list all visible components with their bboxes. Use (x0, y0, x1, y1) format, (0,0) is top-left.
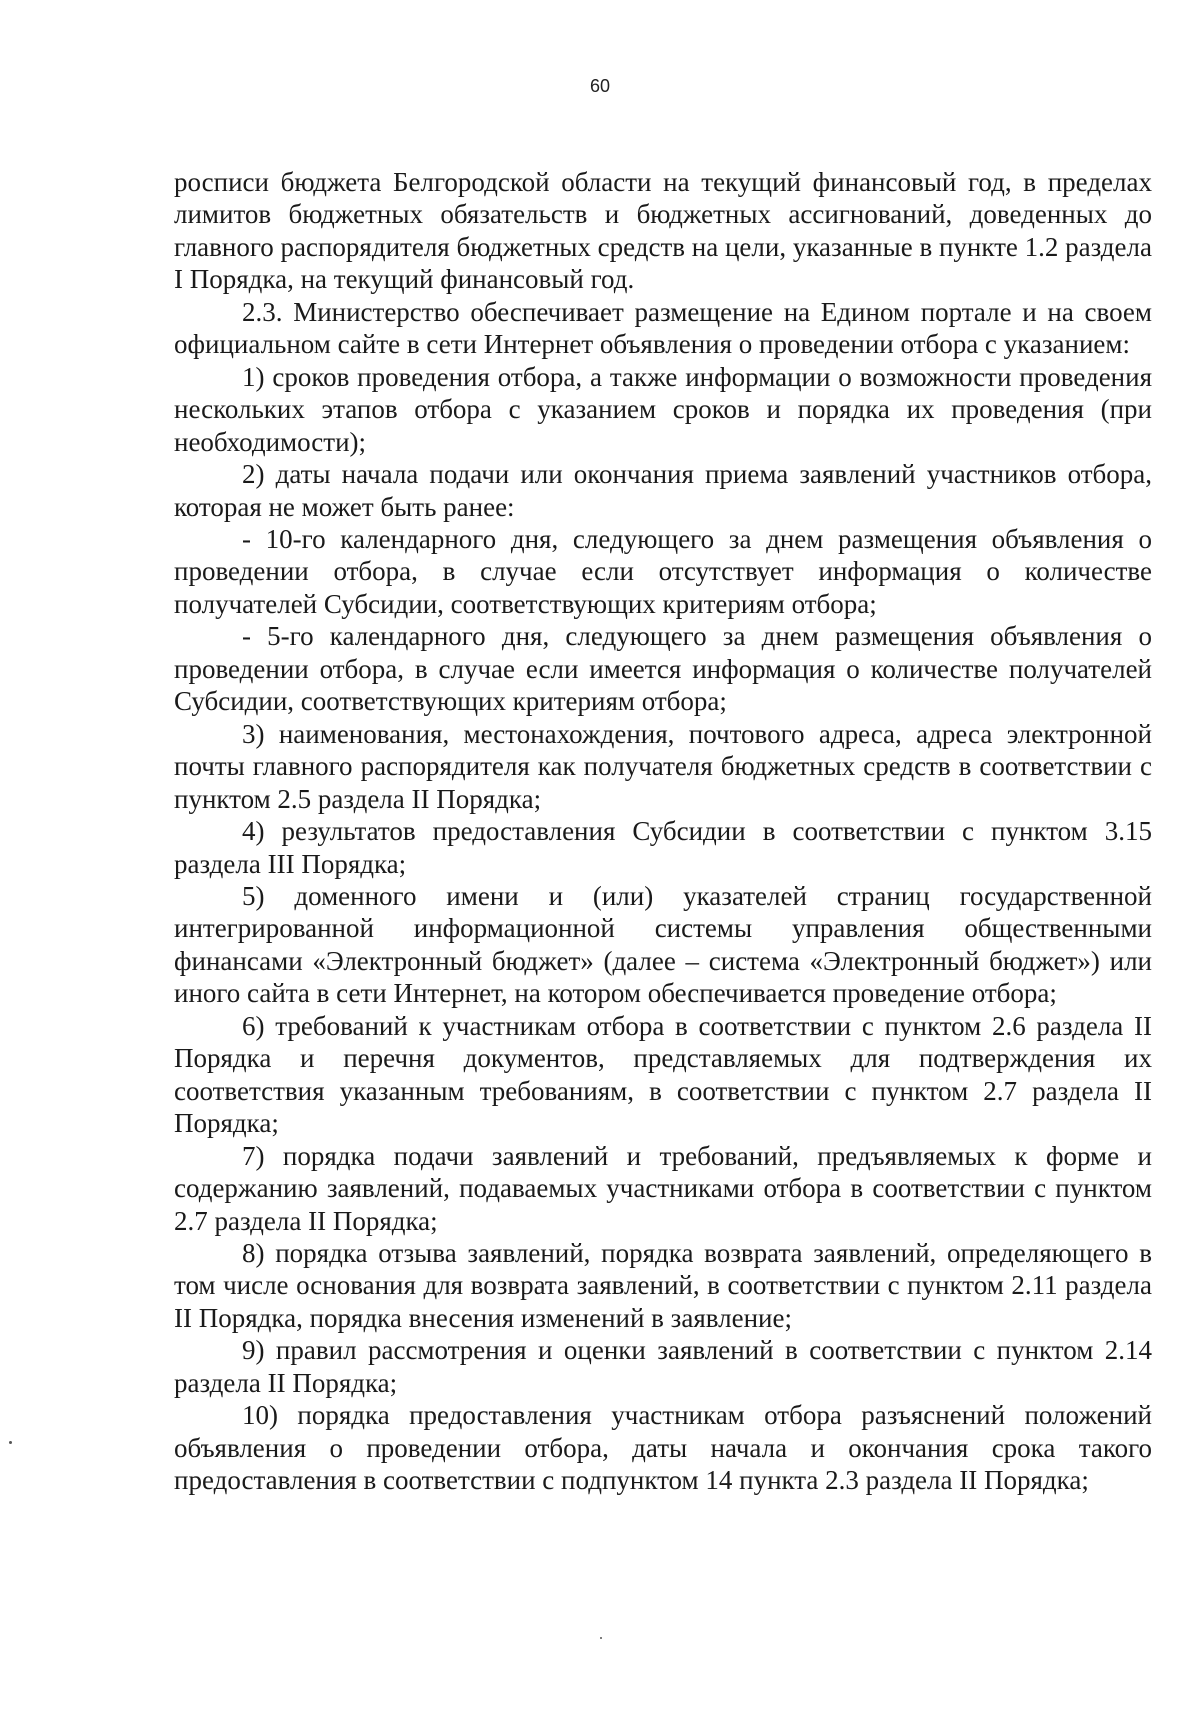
paragraph: 2) даты начала подачи или окончания приема заявлений участников отбора, которая не может быть ранее: (174, 459, 1152, 522)
paragraph: росписи бюджета Белгородской области на текущий финансовый год, в пределах лимитов бюджетных обязательств и бюджетных ассигнований, доведенных до главного распорядителя бюджетных средств на цели, указанные в пункте 1.2 раздела I Порядка, на текущий финансовый год. (174, 167, 1152, 295)
paragraph: - 10-го календарного дня, следующего за днем размещения объявления о проведении отбора, в случае если отсутствует информация о количестве получателей Субсидии, соответствующих критериям отбора; (174, 523, 1152, 619)
paragraph: 8) порядка отзыва заявлений, порядка возврата заявлений, определяющего в том числе основания для возврата заявлений, в соответствии с пунктом 2.11 раздела II Порядка, порядка внесения изменений в заявление; (174, 1237, 1152, 1333)
page-number: 60 (589, 76, 611, 96)
paragraph: 5) доменного имени и (или) указателей страниц государственной интегрированной информационной системы управления общественными финансами «Электронный бюджет» (далее – система «Электронный бюджет») или иного сайта в сети Интернет, на котором обеспечивается проведение отбора; (174, 880, 1152, 1009)
scan-artifact (600, 1637, 602, 1639)
paragraph: 9) правил рассмотрения и оценки заявлений в соответствии с пунктом 2.14 раздела II Порядка; (174, 1335, 1152, 1398)
paragraph: 7) порядка подачи заявлений и требований, предъявляемых к форме и содержанию заявлений, подаваемых участниками отбора в соответствии с пунктом 2.7 раздела II Порядка; (174, 1140, 1152, 1236)
paragraph: 2.3. Министерство обеспечивает размещение на Едином портале и на своем официальном сайте в сети Интернет объявления о проведении отбора с указанием: (174, 296, 1152, 360)
document-body (174, 166, 1152, 1497)
paragraph: - 5-го календарного дня, следующего за днем размещения объявления о проведении отбора, в случае если имеется информация о количестве получателей Субсидии, соответствующих критериям отбора; (174, 621, 1152, 717)
paragraph: 4) результатов предоставления Субсидии в соответствии с пунктом 3.15 раздела III Порядка; (174, 816, 1152, 879)
paragraph: 1) сроков проведения отбора, а также информации о возможности проведения нескольких этапов отбора с указанием сроков и порядка их проведения (при необходимости); (174, 361, 1152, 457)
paragraph: 10) порядка предоставления участникам отбора разъяснений положений объявления о проведении отбора, даты начала и окончания срока такого предоставления в соответствии с подпунктом 14 пункта 2.3 раздела II Порядка; (174, 1400, 1152, 1496)
paragraph: 6) требований к участникам отбора в соответствии с пунктом 2.6 раздела II Порядка и перечня документов, представляемых для подтверждения их соответствия указанным требованиям, в соответствии с пунктом 2.7 раздела II Порядка; (174, 1010, 1152, 1139)
scan-artifact (9, 1441, 12, 1444)
paragraph: 3) наименования, местонахождения, почтового адреса, адреса электронной почты главного распорядителя как получателя бюджетных средств в соответствии с пунктом 2.5 раздела II Порядка; (174, 718, 1152, 814)
